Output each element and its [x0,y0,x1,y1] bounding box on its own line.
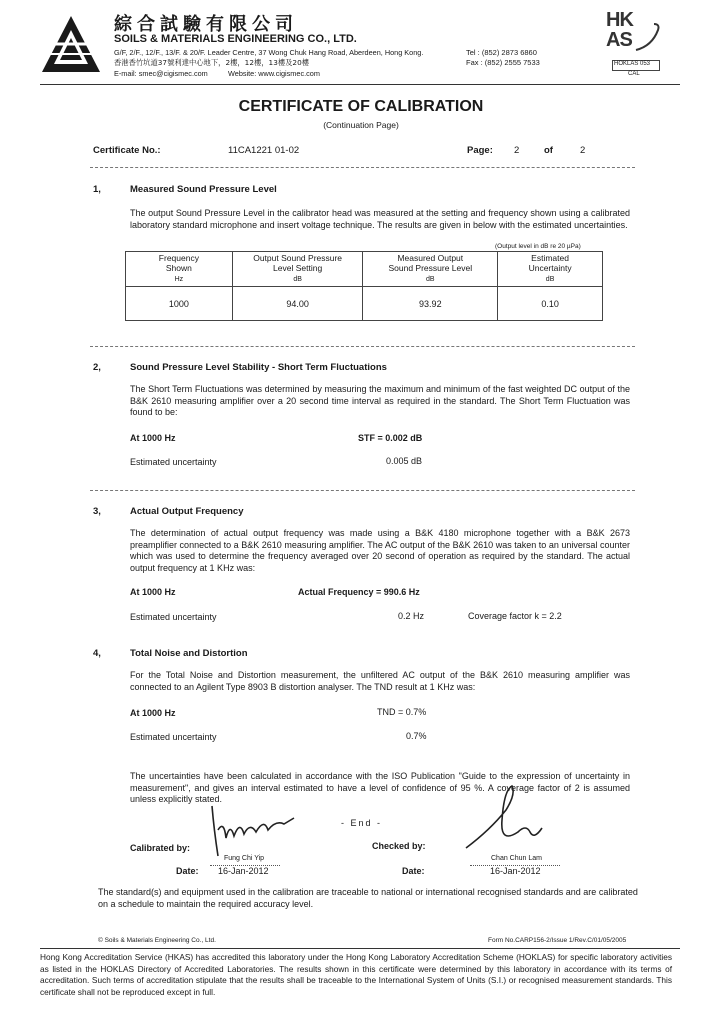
section-4-tnd-result: TND = 0.7% [377,707,427,717]
section-3-paragraph: The determination of actual output frequency was made using a B&K 4180 microphone together with a B&K 2673 preamplifier connected to a B&K 2610 measuring amplifier. The AC output of the B&K 2610 was taken to an universal counter which was used to determine the frequency averaged over 20 second of operation as required by the standard. The actual output frequency at 1 KHz was: [130,528,630,573]
calibrated-by-label: Calibrated by: [130,843,191,853]
table-unit-cell: dB [363,274,498,287]
hkas-accreditation-statement: Hong Kong Accreditation Service (HKAS) has accredited this laboratory under the Hong Kong Laboratory Accreditation Scheme (HOKLAS) for specific laboratory activities as listed in the HOKLAS Directory of Accredited Laboratories. The results shown in this certificate were determined by this laboratory in accordance with its terms of accreditation. Such terms of accreditation stipulate that the results shall be traceable to the International System of Units (S.I.) or recognised measurement standards. This certificate shall not be reproduced except in full. [40,952,672,997]
company-name-cn: 綜合試驗有限公司 [114,14,298,35]
page-label: Page: [467,145,493,156]
footer-form-number: Form No.CARP156-2/Issue 1/Rev.C/01/05/2005 [488,937,627,944]
divider [90,490,635,491]
table-cell: 1000 [126,287,233,321]
section-2-uncertainty-label: Estimated uncertainty [130,457,217,467]
section-3-number: 3, [93,506,101,517]
section-2-uncertainty-value: 0.005 dB [386,456,423,466]
section-1-paragraph: The output Sound Pressure Level in the calibrator head was measured at the setting and frequency shown using a calibrated laboratory standard microphone and insert voltage technique. The results are given in below with the estimated uncertainties. [130,208,630,230]
hkas-mark-icon: HK AS [606,9,633,51]
checked-by-label: Checked by: [372,841,426,851]
table-cell: 0.10 [498,287,603,321]
header-rule [40,84,680,85]
section-4-number: 4, [93,648,101,659]
traceability-statement: The standard(s) and equipment used in the calibration are traceable to national or international recognised standards and are calibrated on a schedule to maintain the required accuracy level. [98,887,638,909]
table-row [126,287,603,321]
table-unit-cell: dB [232,274,363,287]
section-4-title: Total Noise and Distortion [130,648,248,659]
section-2-paragraph: The Short Term Fluctuations was determined by measuring the maximum and minimum of the fast weighted DC output of the B&K 2610 measuring amplifier over a 20 second time interval as required in the standard. The Short Term Fluctuation was found to be: [130,384,630,417]
section-2-stf-result: STF = 0.002 dB [358,433,423,443]
table-header-cell: Frequency Shown [126,252,233,275]
page-of-label: of [544,145,553,156]
page-subtitle: (Continuation Page) [323,120,399,130]
accreditation-logo [606,10,666,80]
section-1-number: 1, [93,184,101,195]
divider [90,167,635,168]
section-3-title: Actual Output Frequency [130,506,244,517]
page-total: 2 [580,145,586,156]
section-3-at-frequency: At 1000 Hz [130,587,176,597]
company-tel: Tel : (852) 2873 6860 [466,48,537,57]
table-unit-row [126,274,603,287]
company-website: Website: www.cigismec.com [228,69,320,78]
calibrator-signature [204,800,304,862]
section-4-uncertainty-value: 0.7% [406,731,427,741]
company-address-en: G/F, 2/F., 12/F., 13/F. & 20/F. Leader Centre, 37 Wong Chuk Hang Road, Aberdeen, Hong Kong. [114,48,424,57]
company-logo-icon [40,14,102,76]
section-3-coverage-factor: Coverage factor k = 2.2 [468,611,562,621]
page-title: CERTIFICATE OF CALIBRATION [238,98,484,115]
table-header-cell: Estimated Uncertainty [498,252,603,275]
footer-rule [40,948,680,949]
checked-date-label: Date: [402,866,425,876]
company-logo [40,14,102,76]
table-cell: 94.00 [232,287,363,321]
uncertainty-note: The uncertainties have been calculated in accordance with the ISO Publication "Guide to the expression of uncertainty in measurement", and gives an interval estimated to have a level of confidence of 95 %. A coverage factor of 2 is assumed unless explicitly stated. [130,771,630,804]
certificate-number: 11CA1221 01-02 [228,145,300,156]
section-1-title: Measured Sound Pressure Level [130,184,277,195]
table-header-row [126,252,603,275]
hoklas-sub: CAL [628,71,640,77]
footer-copyright: © Soils & Materials Engineering Co., Ltd. [98,937,216,944]
table-unit-cell: dB [498,274,603,287]
table-cell: 93.92 [363,287,498,321]
checked-date: 16-Jan-2012 [490,866,541,876]
page-number: 2 [514,145,520,156]
section-3-frequency-result: Actual Frequency = 990.6 Hz [298,587,420,597]
section-1-note: (Output level in dB re 20 µPa) [495,243,581,250]
section-4-at-frequency: At 1000 Hz [130,708,176,718]
calibrator-name: Fung Chi Yip [224,855,265,862]
table-unit-cell: Hz [126,274,233,287]
section-2-at-frequency: At 1000 Hz [130,433,176,443]
company-address-cn: 香港香竹坑道37號利達中心地下，2樓，12樓，13樓及20樓 [114,58,310,67]
company-email: E-mail: smec@cigismec.com [114,69,208,78]
section-2-title: Sound Pressure Level Stability - Short Term Fluctuations [130,362,387,373]
checker-name: Chan Chun Lam [491,855,542,862]
measurement-table [125,251,603,321]
section-2-number: 2, [93,362,101,373]
table-header-cell: Measured Output Sound Pressure Level [363,252,498,275]
calibrated-date: 16-Jan-2012 [218,866,269,876]
hoklas-caption: HOKLAS 053 [614,61,651,67]
company-fax: Fax : (852) 2555 7533 [466,58,540,67]
section-4-uncertainty-label: Estimated uncertainty [130,732,217,742]
divider [90,346,635,347]
calibrated-date-label: Date: [176,866,199,876]
table-header-cell: Output Sound Pressure Level Setting [232,252,363,275]
company-name-en: SOILS & MATERIALS ENGINEERING CO., LTD. [114,33,357,45]
checker-signature [460,780,570,860]
certificate-label: Certificate No.: [93,145,161,156]
section-4-paragraph: For the Total Noise and Distortion measurement, the unfiltered AC output of the B&K 2610 measuring amplifier was connected to an Agilent Type 8903 B distortion analyser. The TND result at 1 KHz was: [130,670,630,692]
accreditation-swoosh-icon [632,20,666,56]
end-mark: - End - [341,818,383,828]
section-3-uncertainty-label: Estimated uncertainty [130,612,217,622]
section-3-uncertainty-value: 0.2 Hz [398,611,425,621]
